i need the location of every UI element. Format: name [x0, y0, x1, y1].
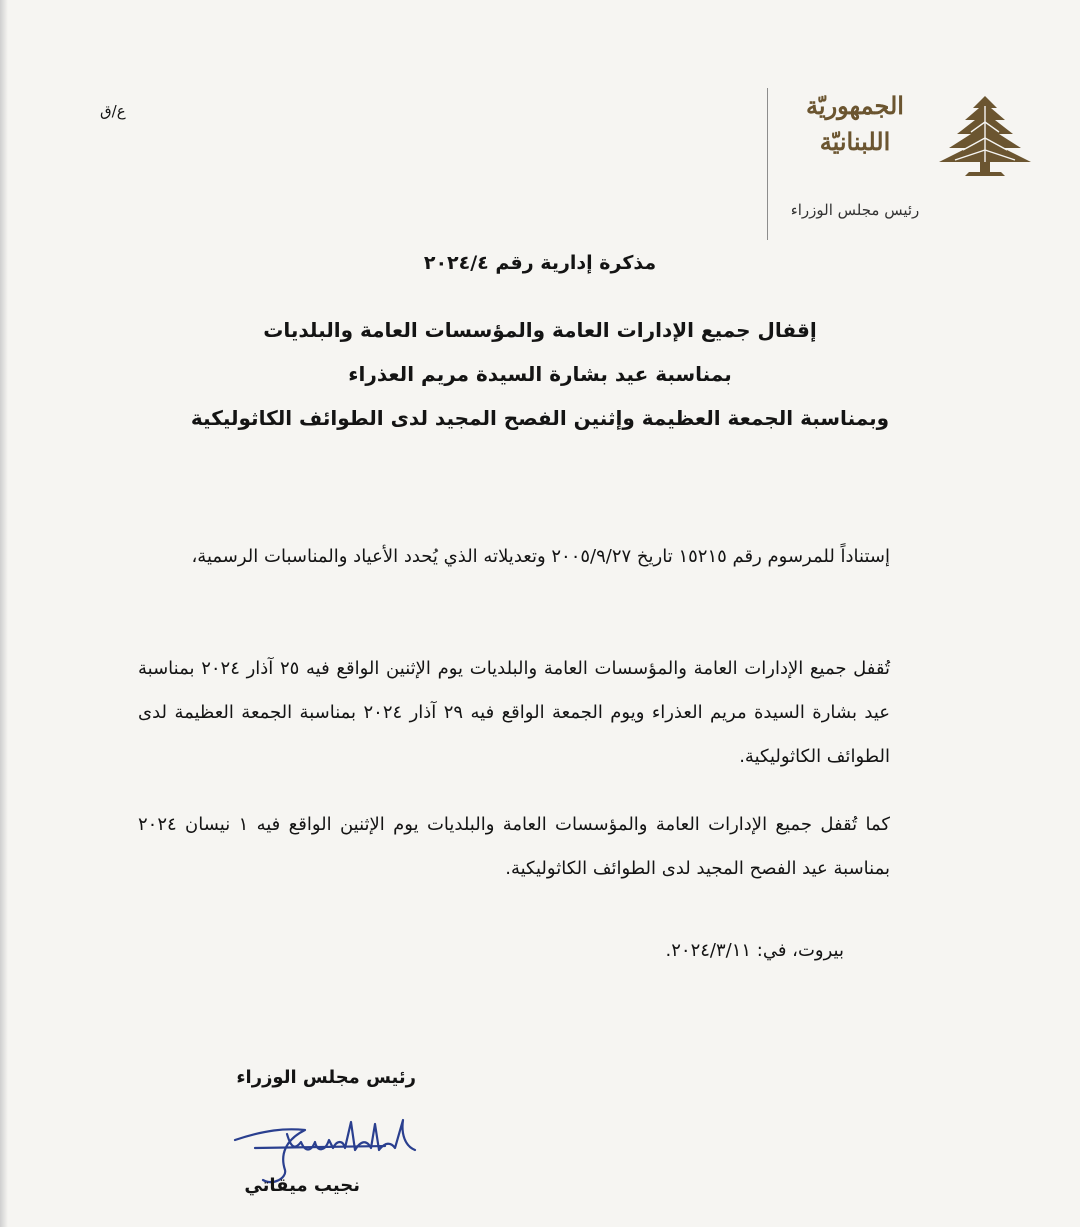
cedar-tree-icon [935, 92, 1035, 180]
body-paragraph: كما تُقفل جميع الإدارات العامة والمؤسسات العامة والبلديات يوم الإثنين الواقع فيه ١ نيسان ٢٠٢٤ بمناسبة عيد الفصح المجيد لدى الطوائف الكاثوليكية. [138, 814, 890, 879]
body-paragraph: تُقفل جميع الإدارات العامة والمؤسسات العامة والبلديات يوم الإثنين الواقع فيه ٢٥ آذار ٢٠٢٤ بمناسبة عيد بشارة السيدة مريم العذراء ويوم الجمعة الواقع فيه ٢٩ آذار ٢٠٢٤ بمناسبة الجمعة العظيمة لدى الطوائف الكاثوليكية. [138, 658, 891, 767]
subject-line: وبمناسبة الجمعة العظيمة وإثنين الفصح المجيد لدى الطوائف الكاثوليكية [190, 406, 890, 430]
date-line: بيروت، في: ٢٠٢٤/٣/١١. [665, 940, 844, 961]
office-subtitle: رئيس مجلس الوزراء [790, 201, 920, 219]
header-divider [767, 88, 768, 240]
page-edge-shadow [0, 0, 8, 1227]
reference-code: ع/ق [100, 102, 126, 120]
republic-title-line1: الجمهوريّة [806, 91, 904, 120]
memo-number: مذكرة إدارية رقم ٢٠٢٤/٤ [423, 252, 657, 274]
subject-line: بمناسبة عيد بشارة السيدة مريم العذراء [348, 362, 732, 386]
republic-title-line2: اللبنانيّة [819, 127, 891, 156]
body-paragraph: إستناداً للمرسوم رقم ١٥٢١٥ تاريخ ٢٠٠٥/٩/٢٧ وتعديلاته الذي يُحدد الأعياد والمناسبات الرسمية، [191, 546, 890, 567]
republic-title [780, 88, 930, 160]
signer-name: نجيب ميقاتي [244, 1175, 360, 1196]
signer-title: رئيس مجلس الوزراء [236, 1067, 416, 1088]
subject-line: إقفال جميع الإدارات العامة والمؤسسات العامة والبلديات [263, 318, 817, 342]
